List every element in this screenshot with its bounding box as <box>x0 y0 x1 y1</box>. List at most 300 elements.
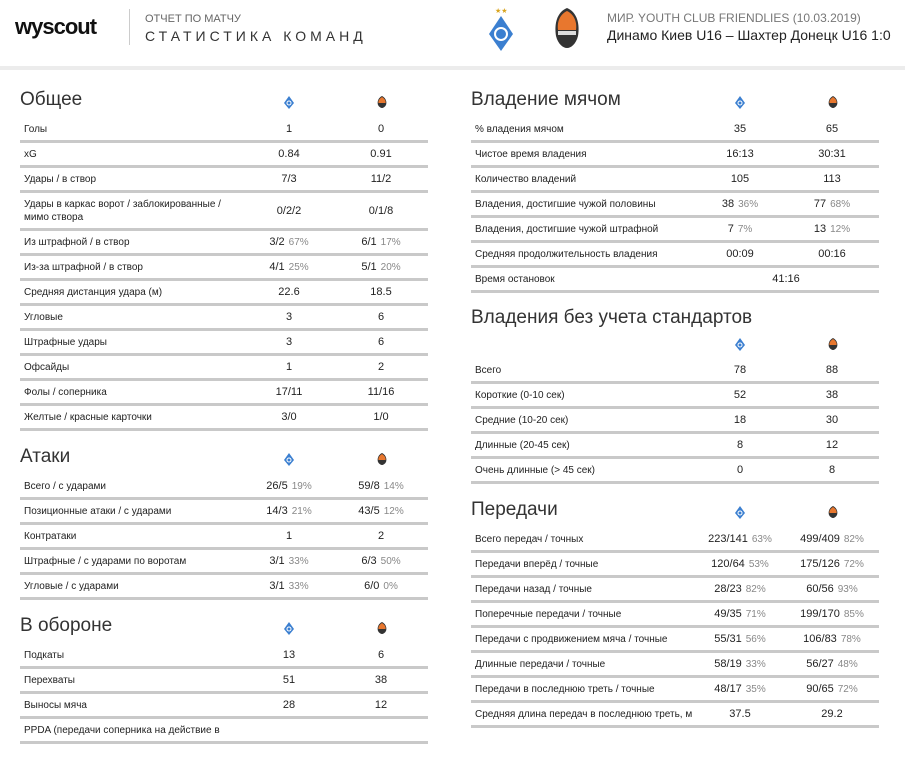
stat-row <box>471 218 879 243</box>
section-title: В обороне <box>20 615 113 636</box>
shakhtar-mini-crest-icon <box>827 337 839 351</box>
stat-value-away <box>787 558 877 570</box>
percent: 48% <box>837 659 858 670</box>
stat-label: xG <box>24 148 37 160</box>
shakhtar-mini-crest-icon <box>376 621 388 635</box>
svg-text:★★: ★★ <box>495 8 508 15</box>
stat-value-away <box>336 123 426 135</box>
stat-row <box>471 578 879 603</box>
percent: 25% <box>288 262 309 273</box>
value: 49/35 <box>714 608 742 620</box>
stat-value-home <box>695 123 785 135</box>
stat-value-home <box>244 530 334 542</box>
value: 16:13 <box>726 148 754 160</box>
value: 106/83 <box>803 633 837 645</box>
value: 3/2 <box>269 236 285 248</box>
value: 59/8 <box>358 480 380 492</box>
value: 105 <box>730 173 750 185</box>
stat-label: Владения, достигшие чужой штрафной <box>475 223 659 235</box>
value: 3/1 <box>269 580 285 592</box>
stat-label: Всего передач / точных <box>475 533 584 545</box>
stat-value-home <box>244 236 334 248</box>
section-title: Атаки <box>20 446 71 467</box>
value: 28 <box>282 699 296 711</box>
value: 17/11 <box>275 386 303 398</box>
stat-row <box>20 118 428 143</box>
stat-label: Контратаки <box>24 530 77 542</box>
stat-value-away <box>336 336 426 348</box>
stat-value-home <box>244 411 334 423</box>
stat-row <box>20 168 428 193</box>
value: 0/2/2 <box>276 204 302 217</box>
value: 43/5 <box>358 505 380 517</box>
stat-row <box>20 193 428 231</box>
value: 11/16 <box>367 386 395 398</box>
stat-row <box>471 268 879 293</box>
stat-row <box>20 575 428 600</box>
percent: 19% <box>291 481 312 492</box>
value: 0 <box>377 123 385 135</box>
stat-row <box>20 525 428 550</box>
stat-row <box>471 243 879 268</box>
stat-value-home <box>695 148 785 160</box>
stat-row <box>20 500 428 525</box>
stat-value-home <box>244 649 334 661</box>
stat-row <box>20 306 428 331</box>
stat-row <box>20 719 428 744</box>
stat-value-home <box>695 248 785 260</box>
stat-value-home <box>695 439 785 451</box>
value: 11/2 <box>370 173 392 185</box>
value: 90/65 <box>806 683 834 695</box>
value: 6/0 <box>364 580 380 592</box>
percent: 85% <box>843 609 864 620</box>
percent: 33% <box>288 581 309 592</box>
value: 8 <box>736 439 744 451</box>
stat-row <box>20 550 428 575</box>
section-0 <box>20 88 428 431</box>
value: 120/64 <box>711 558 745 570</box>
section-header <box>20 445 428 475</box>
stat-value-home <box>244 205 334 217</box>
value: 0/1/8 <box>368 204 394 217</box>
value: 113 <box>823 173 841 185</box>
value: 8 <box>828 464 836 476</box>
stat-label: Средняя продолжительность владения <box>475 248 658 260</box>
stat-value-home <box>695 414 785 426</box>
stat-value-away <box>336 480 426 492</box>
stat-value-away <box>787 414 877 426</box>
report-header <box>0 0 905 66</box>
stat-value-away <box>336 505 426 517</box>
value: 37.5 <box>729 708 751 720</box>
stat-label: Голы <box>24 123 48 135</box>
stat-value-total: 41:16 <box>772 273 800 285</box>
stat-value-home <box>244 505 334 517</box>
stat-label: Желтые / красные карточки <box>24 411 152 423</box>
value: 38 <box>825 389 839 401</box>
stat-label: Удары в каркас ворот / заблокированные / мимо створа <box>24 198 221 223</box>
value: 12 <box>374 699 388 711</box>
section-header <box>471 88 879 118</box>
stat-value-away <box>787 364 877 376</box>
dynamo-kyiv-mini-crest-icon <box>734 337 746 351</box>
stat-value-home <box>695 683 785 695</box>
stat-row <box>471 193 879 218</box>
value: 6 <box>377 311 385 323</box>
percent: 72% <box>837 684 858 695</box>
stat-label: Из штрафной / в створ <box>24 236 130 248</box>
value: 7 <box>727 223 734 235</box>
stat-label: Чистое время владения <box>475 148 587 160</box>
stat-value-home <box>695 633 785 645</box>
stat-value-home <box>695 533 785 545</box>
stat-value-home <box>244 286 334 298</box>
value: 28/23 <box>714 583 742 595</box>
stat-row <box>471 434 879 459</box>
value: 30:31 <box>818 148 846 160</box>
stat-value-away <box>787 708 877 720</box>
value: 199/170 <box>800 608 840 620</box>
section-1 <box>20 445 428 600</box>
section-header <box>20 614 428 644</box>
stat-value-home <box>244 480 334 492</box>
section-title: Передачи <box>471 499 558 520</box>
percent: 33% <box>745 659 766 670</box>
stat-label: Время остановок <box>475 273 555 285</box>
stat-value-home <box>695 464 785 476</box>
section-2 <box>20 614 428 744</box>
value: 38 <box>721 198 735 210</box>
stat-value-away <box>336 205 426 217</box>
percent: 63% <box>751 534 772 545</box>
stat-value-away <box>787 148 877 160</box>
value: 00:16 <box>818 248 846 260</box>
stat-label: Средняя длина передач в последнюю треть, м <box>475 708 693 720</box>
value: 13 <box>282 649 296 661</box>
stat-value-home <box>244 674 334 686</box>
value: 175/126 <box>800 558 840 570</box>
percent: 17% <box>380 237 401 248</box>
stat-label: Владения, достигшие чужой половины <box>475 198 656 210</box>
value: 6 <box>377 336 385 348</box>
stat-value-home <box>244 361 334 373</box>
value: 78 <box>733 364 747 376</box>
header-divider <box>0 66 905 70</box>
percent: 12% <box>383 506 404 517</box>
stat-label: Передачи назад / точные <box>475 583 592 595</box>
section-title: Общее <box>20 89 83 110</box>
value: 29.2 <box>821 708 843 720</box>
section-2 <box>471 498 879 728</box>
section-header <box>471 307 879 359</box>
stat-value-away <box>336 649 426 661</box>
shakhtar-mini-crest-icon <box>376 452 388 466</box>
stat-label: Поперечные передачи / точные <box>475 608 622 620</box>
stat-label: Всего / с ударами <box>24 480 106 492</box>
value: 6/1 <box>361 236 377 248</box>
value: 13 <box>813 223 827 235</box>
stat-label: % владения мячом <box>475 123 564 135</box>
stat-label: Передачи в последнюю треть / точные <box>475 683 655 695</box>
stat-value-away <box>336 361 426 373</box>
stat-row <box>471 603 879 628</box>
stat-value-away <box>336 261 426 273</box>
section-header <box>20 88 428 118</box>
stat-label: Всего <box>475 364 502 376</box>
stat-value-away <box>336 311 426 323</box>
percent: 53% <box>748 559 769 570</box>
stat-value-away <box>787 198 877 210</box>
stat-label: Перехваты <box>24 674 75 686</box>
stat-value-away <box>787 173 877 185</box>
stat-label: Короткие (0-10 сек) <box>475 389 565 401</box>
dynamo-kyiv-crest-icon <box>488 6 514 52</box>
stat-value-away <box>787 389 877 401</box>
stat-label: PPDA (передачи соперника на действие в <box>24 724 220 736</box>
value: 38 <box>374 674 388 686</box>
percent: 78% <box>840 634 861 645</box>
stat-label: Средняя дистанция удара (м) <box>24 286 163 298</box>
stat-row <box>471 628 879 653</box>
percent: 72% <box>843 559 864 570</box>
value: 56/27 <box>806 658 834 670</box>
value: 4/1 <box>269 261 285 273</box>
stat-row <box>471 459 879 484</box>
stat-value-away <box>787 683 877 695</box>
stat-label: Количество владений <box>475 173 577 185</box>
value: 1 <box>285 123 293 135</box>
stat-value-home <box>695 583 785 595</box>
stat-label: Позиционные атаки / с ударами <box>24 505 172 517</box>
value: 00:09 <box>726 248 754 260</box>
stat-label: Средние (10-20 сек) <box>475 414 569 426</box>
value: 0.84 <box>278 148 300 160</box>
value: 48/17 <box>714 683 742 695</box>
stat-label: Фолы / соперника <box>24 386 107 398</box>
stat-value-away <box>336 411 426 423</box>
stat-value-away <box>336 674 426 686</box>
stat-value-away <box>336 173 426 185</box>
stat-value-away <box>787 608 877 620</box>
stat-row <box>471 143 879 168</box>
stat-row <box>20 231 428 256</box>
percent: 20% <box>380 262 401 273</box>
stat-value-away <box>336 286 426 298</box>
value: 2 <box>377 361 385 373</box>
stat-label: Длинные передачи / точные <box>475 658 606 670</box>
stat-row <box>471 384 879 409</box>
percent: 21% <box>291 506 312 517</box>
value: 5/1 <box>361 261 377 273</box>
stat-row <box>471 553 879 578</box>
match-title: Динамо Киев U16 – Шахтер Донецк U16 1:0 <box>607 27 891 43</box>
wyscout-logo: wyscout <box>15 14 97 39</box>
stat-row <box>20 406 428 431</box>
stat-value-home <box>244 123 334 135</box>
stat-value-home <box>695 173 785 185</box>
stat-value-home <box>244 261 334 273</box>
stat-value-away <box>787 658 877 670</box>
section-1 <box>471 307 879 484</box>
stat-row <box>20 694 428 719</box>
stat-row <box>471 703 879 728</box>
stat-row <box>20 281 428 306</box>
percent: 67% <box>288 237 309 248</box>
stat-value-home <box>244 580 334 592</box>
stat-value-home <box>695 389 785 401</box>
value: 12 <box>825 439 839 451</box>
value: 26/5 <box>266 480 288 492</box>
left-column <box>20 88 428 758</box>
section-0 <box>471 88 879 293</box>
stat-label: Угловые <box>24 311 63 323</box>
stat-row <box>20 143 428 168</box>
stat-value-away <box>336 580 426 592</box>
value: 18 <box>733 414 747 426</box>
stat-label: Удары / в створ <box>24 173 97 185</box>
value: 0 <box>736 464 744 476</box>
value: 6/3 <box>361 555 377 567</box>
dynamo-kyiv-mini-crest-icon <box>283 95 295 109</box>
stat-value-away <box>336 530 426 542</box>
value: 60/56 <box>806 583 834 595</box>
value: 14/3 <box>266 505 288 517</box>
value: 1 <box>285 530 293 542</box>
value: 2 <box>377 530 385 542</box>
stat-value-away <box>787 123 877 135</box>
value: 6 <box>377 649 385 661</box>
stat-value-away <box>336 386 426 398</box>
value: 223/141 <box>708 533 748 545</box>
stat-label: Офсайды <box>24 361 70 373</box>
shakhtar-mini-crest-icon <box>827 95 839 109</box>
dynamo-kyiv-mini-crest-icon <box>734 505 746 519</box>
stat-value-home <box>244 555 334 567</box>
stat-value-away <box>787 633 877 645</box>
shakhtar-mini-crest-icon <box>376 95 388 109</box>
value: 3/1 <box>269 555 285 567</box>
stat-row <box>20 331 428 356</box>
value: 77 <box>813 198 827 210</box>
stat-label: Очень длинные (> 45 сек) <box>475 464 596 476</box>
stat-row <box>20 381 428 406</box>
stat-value-home <box>244 336 334 348</box>
divider <box>129 9 130 45</box>
stat-value-home <box>695 658 785 670</box>
percent: 36% <box>738 199 759 210</box>
stat-value-home <box>244 311 334 323</box>
stat-value-home <box>695 708 785 720</box>
stat-row <box>20 669 428 694</box>
stat-row <box>471 359 879 384</box>
stat-value-away <box>787 223 877 235</box>
report-subtitle: ОТЧЕТ ПО МАТЧУ <box>145 13 241 25</box>
percent: 35% <box>745 684 766 695</box>
value: 7/3 <box>281 173 297 185</box>
stat-value-home <box>244 386 334 398</box>
value: 88 <box>825 364 839 376</box>
stat-value-away <box>336 699 426 711</box>
stat-label: Выносы мяча <box>24 699 87 711</box>
stat-row <box>20 356 428 381</box>
value: 0.91 <box>370 148 392 160</box>
report-title: СТАТИСТИКА КОМАНД <box>145 28 367 44</box>
value: 35 <box>733 123 747 135</box>
percent: 93% <box>837 584 858 595</box>
section-title: Владения без учета стандартов <box>471 307 753 328</box>
value: 52 <box>733 389 747 401</box>
stat-row <box>20 475 428 500</box>
competition-label: МИР. YOUTH CLUB FRIENDLIES (10.03.2019) <box>607 11 861 25</box>
stat-value-away <box>787 248 877 260</box>
value: 65 <box>825 123 839 135</box>
stat-label: Штрафные / с ударами по воротам <box>24 555 187 567</box>
value: 1/0 <box>373 411 389 423</box>
stat-value-away <box>787 583 877 595</box>
right-column <box>471 88 879 742</box>
stat-row <box>471 528 879 553</box>
value: 51 <box>282 674 296 686</box>
stat-value-home <box>695 223 785 235</box>
percent: 12% <box>830 224 851 235</box>
dynamo-kyiv-mini-crest-icon <box>283 621 295 635</box>
percent: 50% <box>380 556 401 567</box>
value: 22.6 <box>278 286 300 298</box>
value: 499/409 <box>800 533 840 545</box>
stat-value-home <box>244 699 334 711</box>
stat-value-home <box>695 198 785 210</box>
stat-value-home <box>244 148 334 160</box>
stat-value-away <box>336 555 426 567</box>
value: 3 <box>285 311 293 323</box>
percent: 33% <box>288 556 309 567</box>
stat-value-away <box>787 464 877 476</box>
stat-row <box>20 644 428 669</box>
stat-value-home <box>244 173 334 185</box>
stat-row <box>471 653 879 678</box>
stat-value-away <box>787 533 877 545</box>
value: 3/0 <box>281 411 297 423</box>
value: 3 <box>285 336 293 348</box>
stat-label: Передачи с продвижением мяча / точные <box>475 633 668 645</box>
stat-label: Угловые / с ударами <box>24 580 119 592</box>
stat-label: Передачи вперёд / точные <box>475 558 599 570</box>
stat-value-away <box>336 236 426 248</box>
stat-row <box>471 678 879 703</box>
percent: 7% <box>737 224 753 235</box>
percent: 0% <box>383 581 398 592</box>
stat-label: Длинные (20-45 сек) <box>475 439 570 451</box>
shakhtar-donetsk-crest-icon <box>553 6 581 50</box>
stat-value-home <box>695 558 785 570</box>
value: 55/31 <box>714 633 742 645</box>
stat-row <box>20 256 428 281</box>
stat-value-home <box>695 364 785 376</box>
percent: 82% <box>843 534 864 545</box>
percent: 56% <box>745 634 766 645</box>
percent: 71% <box>745 609 766 620</box>
value: 18.5 <box>370 286 392 298</box>
dynamo-kyiv-mini-crest-icon <box>283 452 295 466</box>
percent: 14% <box>383 481 404 492</box>
stat-label: Штрафные удары <box>24 336 107 348</box>
stat-value-away <box>787 439 877 451</box>
value: 58/19 <box>714 658 742 670</box>
value: 1 <box>285 361 293 373</box>
value: 30 <box>825 414 839 426</box>
section-title: Владение мячом <box>471 89 621 110</box>
